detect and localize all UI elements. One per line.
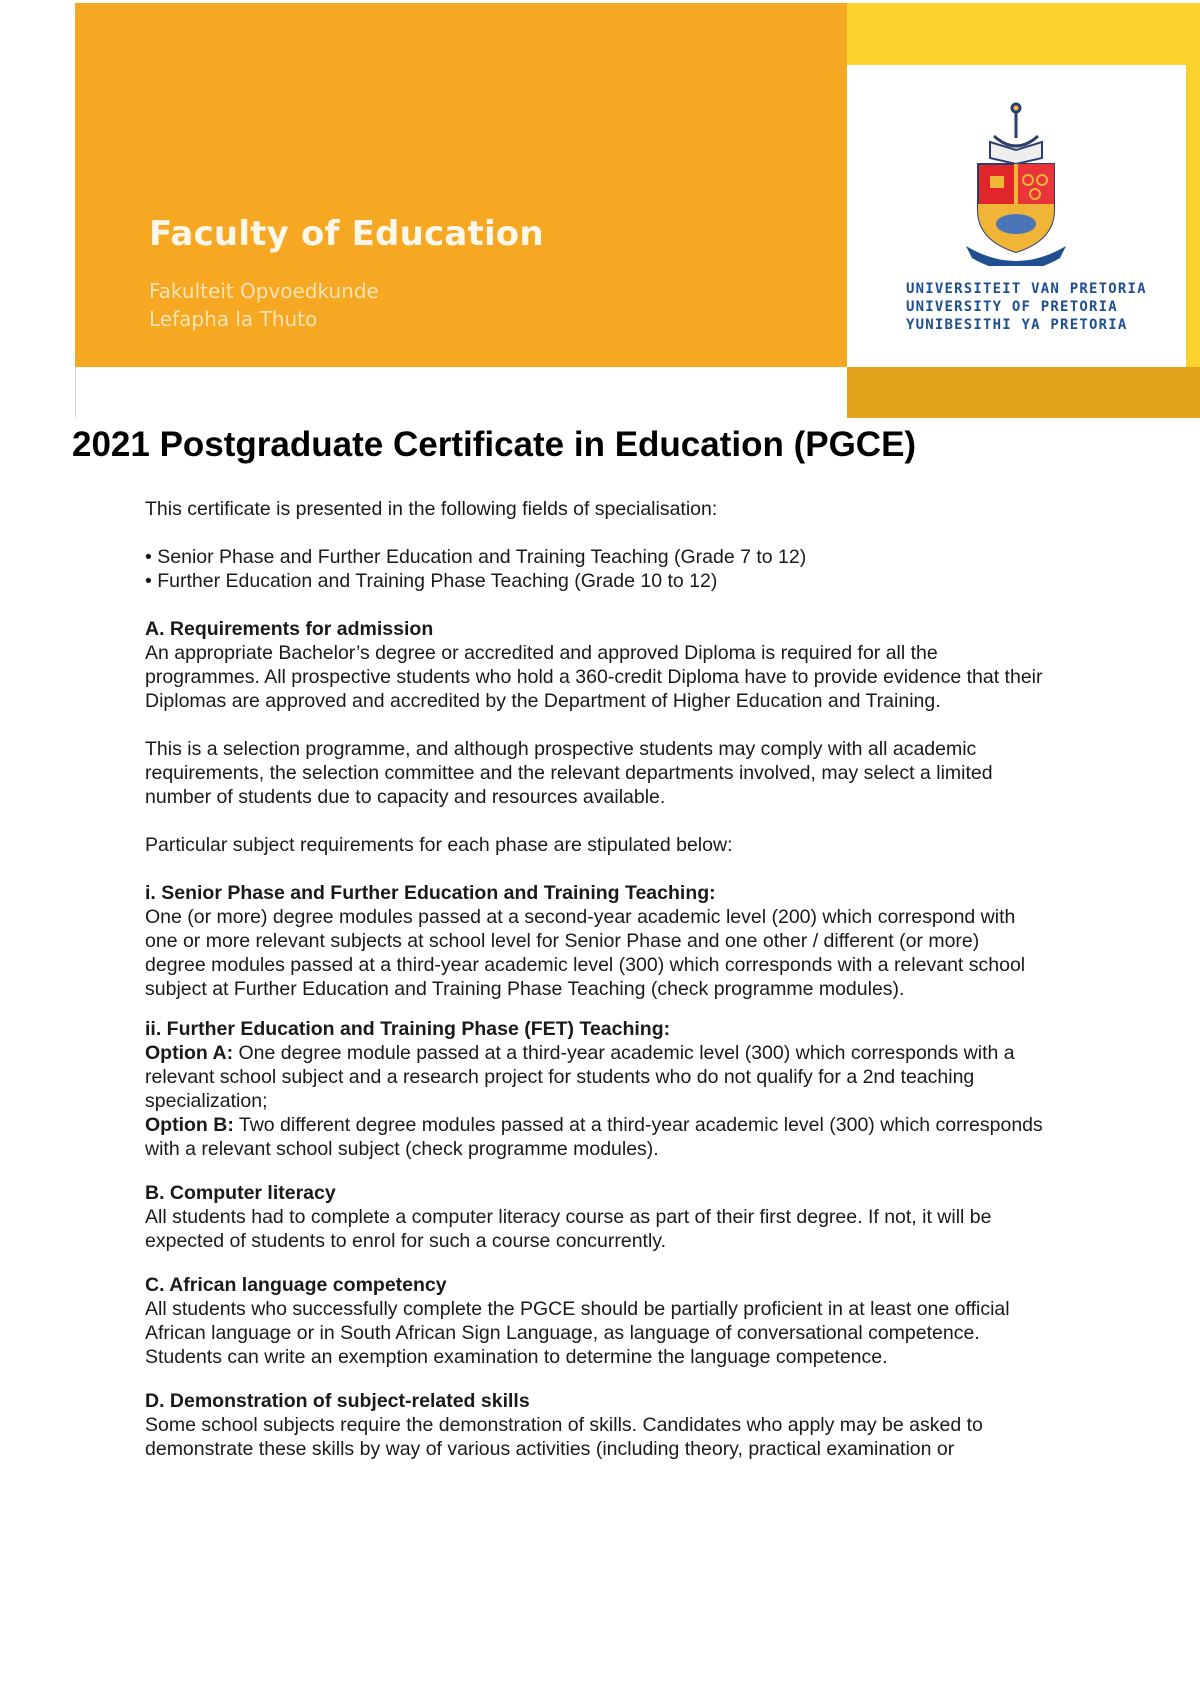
intro-paragraph: This certificate is presented in the following fields of specialisation: [145, 498, 718, 520]
option-b-text: Two different degree modules passed at a third-year academic level (300) which corresponds with a relevant school subject (check programme modules). [145, 1114, 1043, 1160]
banner-divider [75, 367, 76, 417]
section-d-paragraph: Some school subjects require the demonstration of skills. Candidates who apply may be asked to demonstrate these skills by way of various activities (including theory, practical examination or [145, 1414, 983, 1460]
university-crest-icon [960, 98, 1072, 266]
section-b-heading: B. Computer literacy [145, 1182, 336, 1204]
university-name-afrikaans: UNIVERSITEIT VAN PRETORIA [906, 281, 1147, 297]
senior-phase-heading: i. Senior Phase and Further Education and Training Teaching: [145, 882, 716, 904]
faculty-title: Faculty of Education [149, 214, 544, 254]
document-body [145, 497, 1045, 1461]
option-a-paragraph [145, 1041, 1045, 1113]
list-item: • Senior Phase and Further Education and Training Teaching (Grade 7 to 12) [145, 546, 807, 568]
document-title: 2021 Postgraduate Certificate in Education (PGCE) [72, 425, 917, 464]
senior-phase-paragraph: One (or more) degree modules passed at a second-year academic level (200) which correspond with one or more relevant subjects at school level for Senior Phase and one other / different (or more) degree modules passed at a third-year academic level (300) which corresponds with a relevant school subject at Further Education and Training Phase Teaching (check programme modules). [145, 906, 1026, 1000]
section-c-paragraph: All students who successfully complete the PGCE should be partially proficient in at least one official African language or in South African Sign Language, as language of conversational competence. Students can write an exemption examination to determine the language competence. [145, 1298, 1010, 1368]
section-a-heading: A. Requirements for admission [145, 618, 434, 640]
university-name-english: UNIVERSITY OF PRETORIA [906, 299, 1118, 315]
section-d-heading: D. Demonstration of subject-related skills [145, 1390, 530, 1412]
option-a-text: One degree module passed at a third-year academic level (300) which corresponds with a relevant school subject and a research project for students who do not qualify for a 2nd teaching specialization; [145, 1042, 1015, 1112]
option-b-label: Option B: [145, 1114, 234, 1136]
option-b-paragraph [145, 1113, 1045, 1161]
banner-accent-right [1186, 3, 1200, 367]
section-a-paragraph-3: Particular subject requirements for each phase are stipulated below: [145, 834, 733, 856]
faculty-subtitle-afrikaans: Fakulteit Opvoedkunde [149, 279, 379, 303]
banner-accent-bottom [847, 367, 1200, 418]
faculty-subtitle-sepedi: Lefapha la Thuto [149, 307, 318, 331]
section-a-paragraph-1: An appropriate Bachelor’s degree or accredited and approved Diploma is required for all the programmes. All prospective students who hold a 360-credit Diploma have to provide evidence that their Diplomas are approved and accredited by the Department of Higher Education and Training. [145, 642, 1043, 712]
option-a-label: Option A: [145, 1042, 234, 1064]
banner-accent-top [847, 3, 1200, 65]
fet-phase-heading: ii. Further Education and Training Phase (FET) Teaching: [145, 1018, 671, 1040]
university-name-sepedi: YUNIBESITHI YA PRETORIA [906, 317, 1128, 333]
list-item: • Further Education and Training Phase Teaching (Grade 10 to 12) [145, 570, 718, 592]
section-c-heading: C. African language competency [145, 1274, 447, 1296]
section-a-paragraph-2: This is a selection programme, and although prospective students may comply with all academic requirements, the selection committee and the relevant departments involved, may select a limited number of students due to capacity and resources available. [145, 738, 993, 808]
specialisation-list [145, 545, 1045, 593]
section-b-paragraph: All students had to complete a computer literacy course as part of their first degree. If not, it will be expected of students to enrol for such a course concurrently. [145, 1206, 992, 1252]
